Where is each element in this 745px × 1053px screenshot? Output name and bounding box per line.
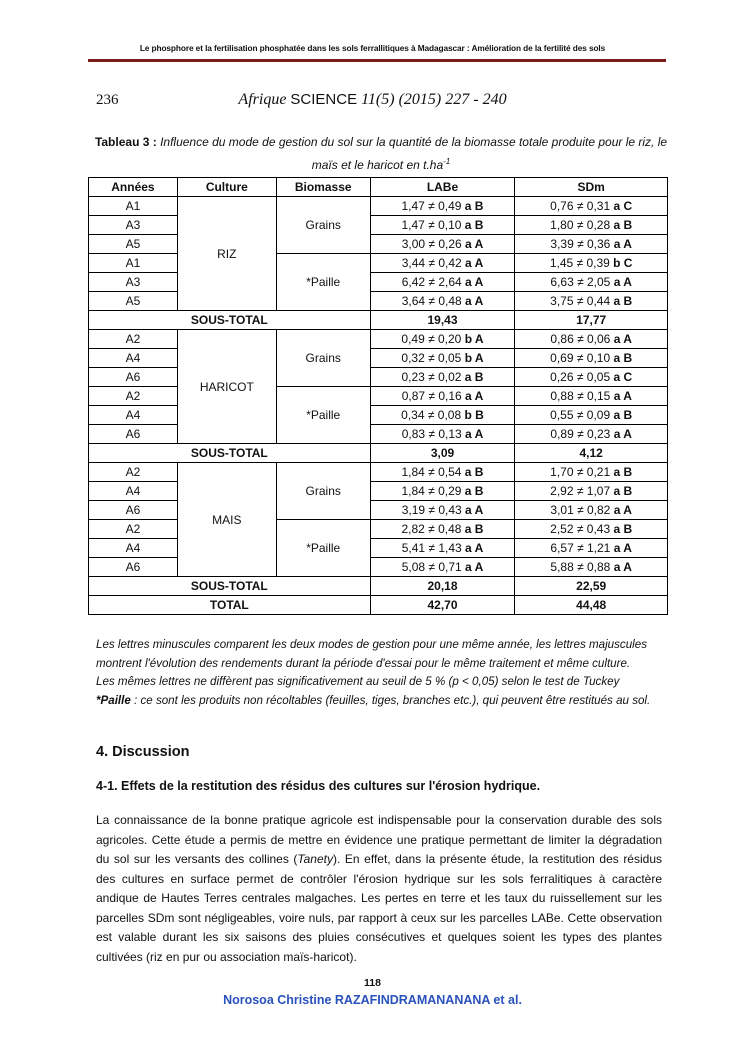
value-sdm: 2,92 ≠ 1,07 <box>550 484 611 498</box>
cell-labe <box>370 558 515 577</box>
letters-sdm: a B <box>613 522 633 536</box>
cell-biomasse: Grains <box>276 463 370 520</box>
value-sdm: 0,55 ≠ 0,09 <box>550 408 611 422</box>
cell-labe <box>370 520 515 539</box>
cell-annee: A4 <box>89 539 178 558</box>
cell-biomasse: *Paille <box>276 387 370 444</box>
cell-culture: RIZ <box>177 197 276 311</box>
value-sdm: 3,75 ≠ 0,44 <box>550 294 611 308</box>
subtotal-row <box>89 577 668 596</box>
header-annees: Années <box>89 178 178 197</box>
value-labe: 1,84 ≠ 0,29 <box>401 484 462 498</box>
letters-labe: b A <box>464 332 484 346</box>
cell-biomasse: *Paille <box>276 520 370 577</box>
letters-labe: a A <box>465 503 484 517</box>
cell-labe <box>370 349 515 368</box>
table-row <box>89 197 668 216</box>
table-caption-label: Tableau 3 : <box>94 135 157 149</box>
letters-sdm: a A <box>613 560 632 574</box>
subtotal-labe: 19,43 <box>370 311 515 330</box>
total-label: TOTAL <box>89 596 371 615</box>
table-body <box>89 197 668 615</box>
table-row <box>89 558 668 577</box>
table-row <box>89 368 668 387</box>
value-labe: 3,44 ≠ 0,42 <box>401 256 462 270</box>
cell-labe <box>370 501 515 520</box>
subtotal-label: SOUS-TOTAL <box>89 311 371 330</box>
running-header: Le phosphore et la fertilisation phosphatée dans les sols ferrallitiques à Madagascar : Amélioration de la fertilité des sols <box>139 43 606 53</box>
table-caption <box>92 133 670 175</box>
header-sdm: SDm <box>515 178 668 197</box>
body-paragraph <box>96 811 662 967</box>
value-labe: 5,41 ≠ 1,43 <box>401 541 462 555</box>
journal-science: SCIENCE <box>290 91 358 108</box>
value-labe: 3,64 ≠ 0,48 <box>401 294 462 308</box>
value-labe: 1,47 ≠ 0,49 <box>401 199 462 213</box>
letters-sdm: a A <box>613 503 632 517</box>
cell-sdm <box>515 216 668 235</box>
value-sdm: 1,70 ≠ 0,21 <box>550 465 611 479</box>
para-part1: La connaissance de la bonne pratique agricole est indispensable pour la conservation durable des sols agricoles. Cette étude a permis de mettre en évidence une pratique permettant de limiter la dégradation du sol sur les versants des collines ( <box>96 813 662 866</box>
letters-sdm: a B <box>613 465 633 479</box>
value-labe: 3,00 ≠ 0,26 <box>401 237 462 251</box>
table-row <box>89 273 668 292</box>
letters-sdm: a A <box>613 427 632 441</box>
cell-biomasse: Grains <box>276 330 370 387</box>
value-sdm: 0,89 ≠ 0,23 <box>550 427 611 441</box>
cell-annee: A1 <box>89 197 178 216</box>
value-sdm: 5,88 ≠ 0,88 <box>550 560 611 574</box>
value-sdm: 0,26 ≠ 0,05 <box>550 370 611 384</box>
letters-labe: a B <box>464 218 484 232</box>
cell-annee: A4 <box>89 349 178 368</box>
value-labe: 3,19 ≠ 0,43 <box>401 503 462 517</box>
cell-sdm <box>515 254 668 273</box>
cell-sdm <box>515 425 668 444</box>
section-title: 4. Discussion <box>96 744 190 760</box>
subtotal-label: SOUS-TOTAL <box>89 444 371 463</box>
cell-labe <box>370 387 515 406</box>
table-caption-text: Influence du mode de gestion du sol sur la quantité de la biomasse totale produite pour le riz, le maïs et le haricot en t.ha <box>160 135 668 172</box>
table-caption-sup: -1 <box>443 157 451 166</box>
letters-sdm: a A <box>613 275 632 289</box>
cell-sdm <box>515 235 668 254</box>
cell-culture: MAIS <box>177 463 276 577</box>
cell-annee: A6 <box>89 368 178 387</box>
cell-labe <box>370 254 515 273</box>
cell-sdm <box>515 387 668 406</box>
letters-labe: a A <box>465 237 484 251</box>
note-significance: Les mêmes lettres ne diffèrent pas significativement au seuil de 5 % (p < 0,05) selon le test de Tuckey <box>96 675 620 688</box>
cell-biomasse: *Paille <box>276 254 370 311</box>
value-labe: 0,32 ≠ 0,05 <box>401 351 462 365</box>
table-row <box>89 387 668 406</box>
header-rule <box>88 59 666 62</box>
cell-biomasse: Grains <box>276 197 370 254</box>
letters-labe: a A <box>465 389 484 403</box>
cell-sdm <box>515 197 668 216</box>
cell-annee: A4 <box>89 406 178 425</box>
cell-annee: A1 <box>89 254 178 273</box>
table-header-row <box>89 178 668 197</box>
letters-labe: b B <box>464 408 484 422</box>
note-paille-text: : ce sont les produits non récoltables (feuilles, tiges, branches etc.), qui peuvent être restitués au sol. <box>130 693 651 707</box>
biomass-table <box>88 177 668 615</box>
cell-sdm <box>515 406 668 425</box>
journal-volume: 11(5) (2015) 227 - 240 <box>361 91 507 108</box>
cell-sdm <box>515 463 668 482</box>
cell-annee: A2 <box>89 520 178 539</box>
note-letters: Les lettres minuscules comparent les deux modes de gestion pour une même année, les lettres majuscules montrent l'évolution des rendements durant la période d'essai pour le même traitement et même culture. <box>96 638 647 670</box>
table-row <box>89 349 668 368</box>
cell-labe <box>370 368 515 387</box>
letters-labe: a A <box>465 560 484 574</box>
letters-sdm: a A <box>613 541 632 555</box>
cell-annee: A5 <box>89 235 178 254</box>
table-row <box>89 501 668 520</box>
letters-labe: a A <box>465 275 484 289</box>
subsection-title: 4-1. Effets de la restitution des résidus des cultures sur l'érosion hydrique. <box>96 779 541 793</box>
letters-sdm: a B <box>613 351 633 365</box>
cell-labe <box>370 273 515 292</box>
value-labe: 0,23 ≠ 0,02 <box>401 370 462 384</box>
cell-sdm <box>515 520 668 539</box>
journal-title <box>0 91 745 109</box>
letters-labe: a A <box>465 256 484 270</box>
cell-culture: HARICOT <box>177 330 276 444</box>
value-labe: 1,47 ≠ 0,10 <box>401 218 462 232</box>
table-row <box>89 292 668 311</box>
value-sdm: 1,80 ≠ 0,28 <box>550 218 611 232</box>
letters-sdm: a C <box>613 370 633 384</box>
para-part2: ). En effet, dans la présente étude, la restitution des résidus des cultures en surface permet de contrôler l'érosion hydrique sur les sols ferralitiques à caractère andique de Hautes Terres centrales malgaches. Les pertes en terre et les taux du ruissellement sur les parcelles SDm sont négligeables, voire nuls, par rapport à ceux sur les parcelles LABe. Cette observation est valable durant les six saisons des pluies consécutives et quelques soient les types des plantes cultivées (riz en pur ou association maïs-haricot). <box>96 852 662 964</box>
cell-labe <box>370 197 515 216</box>
subtotal-row <box>89 444 668 463</box>
letters-labe: a B <box>464 370 484 384</box>
cell-labe <box>370 216 515 235</box>
letters-labe: a A <box>465 427 484 441</box>
subtotal-sdm: 4,12 <box>515 444 668 463</box>
value-labe: 0,83 ≠ 0,13 <box>401 427 462 441</box>
cell-labe <box>370 539 515 558</box>
subtotal-row <box>89 311 668 330</box>
value-sdm: 3,39 ≠ 0,36 <box>550 237 611 251</box>
subtotal-sdm: 17,77 <box>515 311 668 330</box>
cell-labe <box>370 235 515 254</box>
table-row <box>89 425 668 444</box>
cell-sdm <box>515 330 668 349</box>
subtotal-label: SOUS-TOTAL <box>89 577 371 596</box>
cell-sdm <box>515 292 668 311</box>
page-number: 236 <box>96 92 119 108</box>
note-paille <box>96 692 656 711</box>
cell-labe <box>370 406 515 425</box>
letters-sdm: a B <box>613 218 633 232</box>
value-sdm: 0,86 ≠ 0,06 <box>550 332 611 346</box>
footer-page-number: 118 <box>364 977 381 989</box>
journal-name: Afrique <box>238 91 287 108</box>
total-sdm: 44,48 <box>515 596 668 615</box>
value-sdm: 1,45 ≠ 0,39 <box>549 256 610 270</box>
cell-sdm <box>515 558 668 577</box>
value-labe: 0,34 ≠ 0,08 <box>401 408 462 422</box>
cell-labe <box>370 482 515 501</box>
cell-annee: A2 <box>89 387 178 406</box>
value-sdm: 3,01 ≠ 0,82 <box>550 503 611 517</box>
value-sdm: 0,76 ≠ 0,31 <box>550 199 611 213</box>
value-labe: 2,82 ≠ 0,48 <box>401 522 462 536</box>
note-paille-label: *Paille <box>96 693 131 707</box>
cell-annee: A6 <box>89 425 178 444</box>
subtotal-labe: 20,18 <box>370 577 515 596</box>
table-row <box>89 330 668 349</box>
para-italic: Tanety <box>297 852 333 866</box>
value-labe: 0,87 ≠ 0,16 <box>401 389 462 403</box>
value-sdm: 2,52 ≠ 0,43 <box>550 522 611 536</box>
table-row <box>89 520 668 539</box>
letters-labe: a B <box>464 465 484 479</box>
value-sdm: 6,63 ≠ 2,05 <box>550 275 611 289</box>
value-sdm: 6,57 ≠ 1,21 <box>550 541 611 555</box>
letters-sdm: a A <box>613 389 632 403</box>
header-labe: LABe <box>370 178 515 197</box>
table-row <box>89 235 668 254</box>
cell-annee: A5 <box>89 292 178 311</box>
header-culture: Culture <box>177 178 276 197</box>
letters-sdm: a B <box>613 408 633 422</box>
cell-annee: A3 <box>89 216 178 235</box>
cell-sdm <box>515 539 668 558</box>
value-labe: 6,42 ≠ 2,64 <box>401 275 462 289</box>
table-row <box>89 539 668 558</box>
value-labe: 0,49 ≠ 0,20 <box>401 332 462 346</box>
value-labe: 5,08 ≠ 0,71 <box>401 560 462 574</box>
header-biomasse: Biomasse <box>276 178 370 197</box>
cell-sdm <box>515 482 668 501</box>
cell-labe <box>370 425 515 444</box>
subtotal-sdm: 22,59 <box>515 577 668 596</box>
cell-annee: A4 <box>89 482 178 501</box>
letters-sdm: a A <box>613 237 632 251</box>
table-row <box>89 463 668 482</box>
cell-annee: A6 <box>89 501 178 520</box>
total-row <box>89 596 668 615</box>
value-sdm: 0,69 ≠ 0,10 <box>550 351 611 365</box>
total-labe: 42,70 <box>370 596 515 615</box>
letters-labe: a B <box>464 484 484 498</box>
letters-labe: a B <box>464 199 484 213</box>
table-row <box>89 254 668 273</box>
table-row <box>89 406 668 425</box>
table-row <box>89 216 668 235</box>
letters-labe: a A <box>465 294 484 308</box>
cell-sdm <box>515 349 668 368</box>
table-row <box>89 482 668 501</box>
cell-labe <box>370 463 515 482</box>
cell-sdm <box>515 368 668 387</box>
cell-annee: A6 <box>89 558 178 577</box>
cell-sdm <box>515 273 668 292</box>
value-labe: 1,84 ≠ 0,54 <box>401 465 462 479</box>
letters-sdm: a C <box>613 199 633 213</box>
letters-sdm: b C <box>613 256 633 270</box>
footer-author: Norosoa Christine RAZAFINDRAMANANANA et al. <box>223 993 522 1007</box>
letters-sdm: a B <box>613 484 633 498</box>
cell-labe <box>370 292 515 311</box>
cell-annee: A3 <box>89 273 178 292</box>
cell-sdm <box>515 501 668 520</box>
letters-sdm: a A <box>613 332 632 346</box>
letters-labe: a A <box>465 541 484 555</box>
subtotal-labe: 3,09 <box>370 444 515 463</box>
table-notes <box>96 636 656 710</box>
cell-annee: A2 <box>89 330 178 349</box>
letters-labe: b A <box>464 351 484 365</box>
letters-sdm: a B <box>613 294 633 308</box>
cell-annee: A2 <box>89 463 178 482</box>
value-sdm: 0,88 ≠ 0,15 <box>550 389 611 403</box>
cell-labe <box>370 330 515 349</box>
letters-labe: a B <box>464 522 484 536</box>
